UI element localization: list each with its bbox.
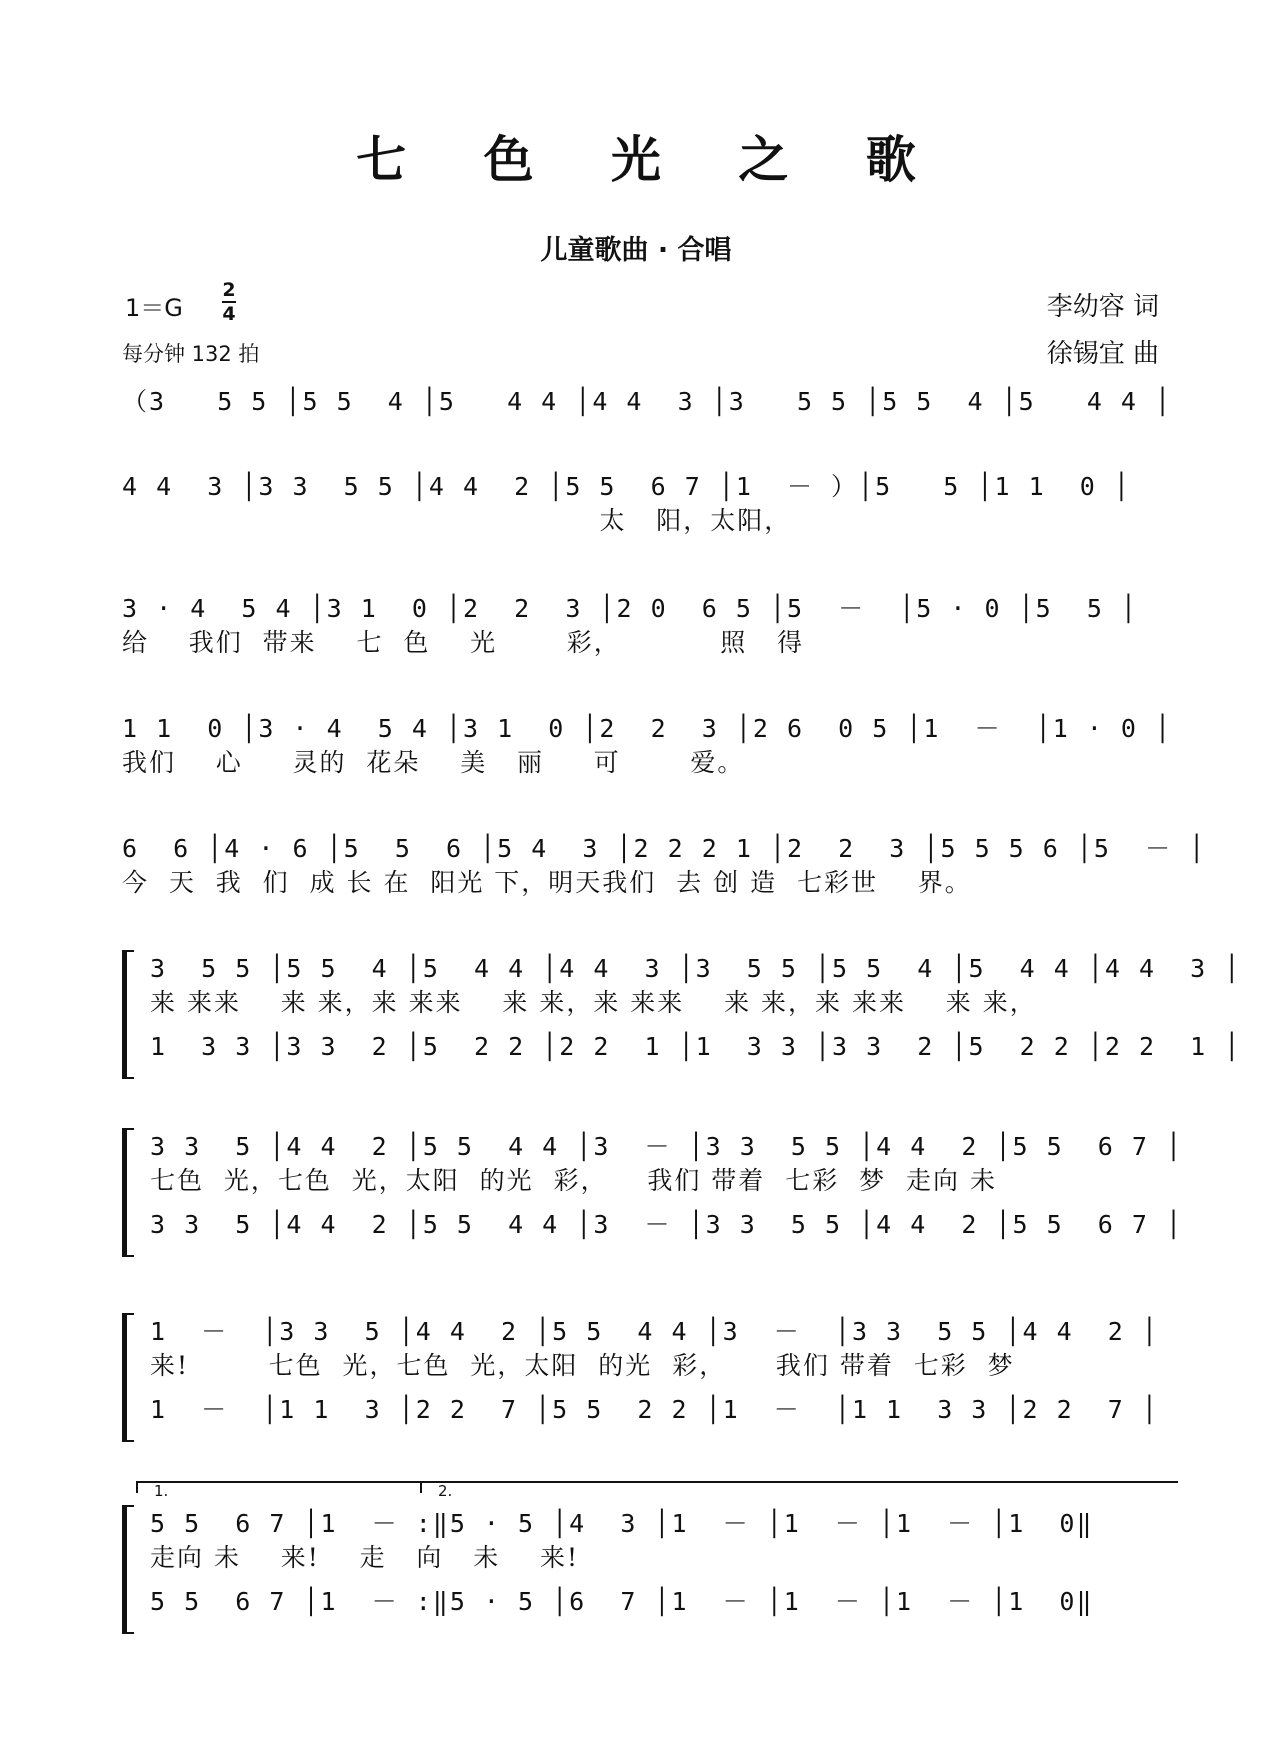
lyrics-line: 太 阳，太阳， (122, 506, 792, 535)
score-system-4 (122, 712, 1173, 780)
choir-bracket (122, 1313, 134, 1442)
lower-notes-line: 1 － │1 1 3 │2 2 7 │5 5 2 2 │1 － │1 1 3 3 │2 2 7 │ (150, 1395, 1159, 1424)
lower-notes-line: 3 3 5 │4 4 2 │5 5 4 4 │3 － │3 3 5 5 │4 4 2 │5 5 6 7 │ (150, 1210, 1184, 1239)
lyrics-line: 我们 心 灵的 花朵 美 丽 可 爱。 (122, 748, 745, 777)
lyrics-line: 来 来来 来 来，来 来来 来 来，来 来来 来 来，来 来来 来 来， (150, 988, 1037, 1017)
song-title: 七 色 光 之 歌 (356, 130, 946, 189)
lower-notes-line: 1 3 3 │3 3 2 │5 2 2 │2 2 1 │1 3 3 │3 3 2 │5 2 2 │2 2 1 │ (150, 1032, 1242, 1061)
upper-notes-line: 1 － │3 3 5 │4 4 2 │5 5 4 4 │3 － │3 3 5 5 │4 4 2 │ (150, 1317, 1159, 1346)
lower-notes-line: 5 5 6 7 │1 － :‖5 · 5 │6 7 │1 － │1 － │1 － │1 0‖ (150, 1587, 1094, 1616)
lyrics-line: 来! 七色 光，七色 光，太阳 的光 彩， 我们 带着 七彩 梦 (150, 1351, 1015, 1380)
time-signature (222, 280, 236, 324)
lyrics-line: 今 天 我 们 成 长 在 阳光 下，明天我们 去 创 造 七彩世 界。 (122, 868, 972, 897)
song-subtitle: 儿童歌曲 · 合唱 (540, 235, 732, 266)
score-system-3 (122, 592, 1162, 660)
first-ending-bracket: 1. (136, 1481, 420, 1493)
score-system-9 (150, 1507, 1162, 1619)
second-ending-bracket: 2. (420, 1481, 1178, 1493)
notes-line: 6 6 │4 · 6 │5 5 6 │5 4 3 │2 2 2 1 │2 2 3 │5 5 5 6 │5 － │ (122, 834, 1207, 863)
key-signature: 1＝G (125, 294, 183, 322)
tempo-marking: 每分钟 132 拍 (122, 342, 260, 366)
upper-notes-line: 3 3 5 │4 4 2 │5 5 4 4 │3 － │3 3 5 5 │4 4 2 │5 5 6 7 │ (150, 1132, 1184, 1161)
choir-bracket (122, 1128, 134, 1257)
score-system-6 (150, 952, 1242, 1064)
upper-notes-line: 3 5 5 │5 5 4 │5 4 4 │4 4 3 │3 5 5 │5 5 4 │5 4 4 │4 4 3 │ (150, 954, 1242, 983)
score-system-2 (122, 470, 1162, 538)
lyrics-line: 给 我们 带来 七 色 光 彩， 照 得 (122, 628, 805, 657)
lyricist-credit: 李幼容 词 (1046, 292, 1159, 322)
choir-bracket (122, 950, 134, 1079)
notes-line: 3 · 4 5 4 │3 1 0 │2 2 3 │2 0 6 5 │5 － │5 · 0 │5 5 │ (122, 594, 1138, 623)
score-system-5 (122, 832, 1207, 900)
time-denominator: 4 (222, 303, 236, 325)
composer-credit: 徐锡宜 曲 (1046, 339, 1159, 369)
score-system-7 (150, 1130, 1184, 1242)
lyrics-line: 走向 未 来! 走 向 未 来! (150, 1543, 580, 1572)
notes-line: （3 5 5 │5 5 4 │5 4 4 │4 4 3 │3 5 5 │5 5 4 │5 4 4 │ (122, 387, 1173, 416)
choir-bracket (122, 1505, 134, 1634)
upper-notes-line: 5 5 6 7 │1 － :‖5 · 5 │4 3 │1 － │1 － │1 － │1 0‖ (150, 1509, 1094, 1538)
score-system-1 (122, 385, 1173, 419)
notes-line: 1 1 0 │3 · 4 5 4 │3 1 0 │2 2 3 │2 6 0 5 │1 － │1 · 0 │ (122, 714, 1173, 743)
score-system-8 (150, 1315, 1162, 1427)
time-numerator: 2 (222, 279, 236, 301)
notes-line: 4 4 3 │3 3 5 5 │4 4 2 │5 5 6 7 │1 － ）│5 5 │1 1 0 │ (122, 472, 1131, 501)
lyrics-line: 七色 光，七色 光，太阳 的光 彩， 我们 带着 七彩 梦 走向 未 (150, 1166, 997, 1195)
